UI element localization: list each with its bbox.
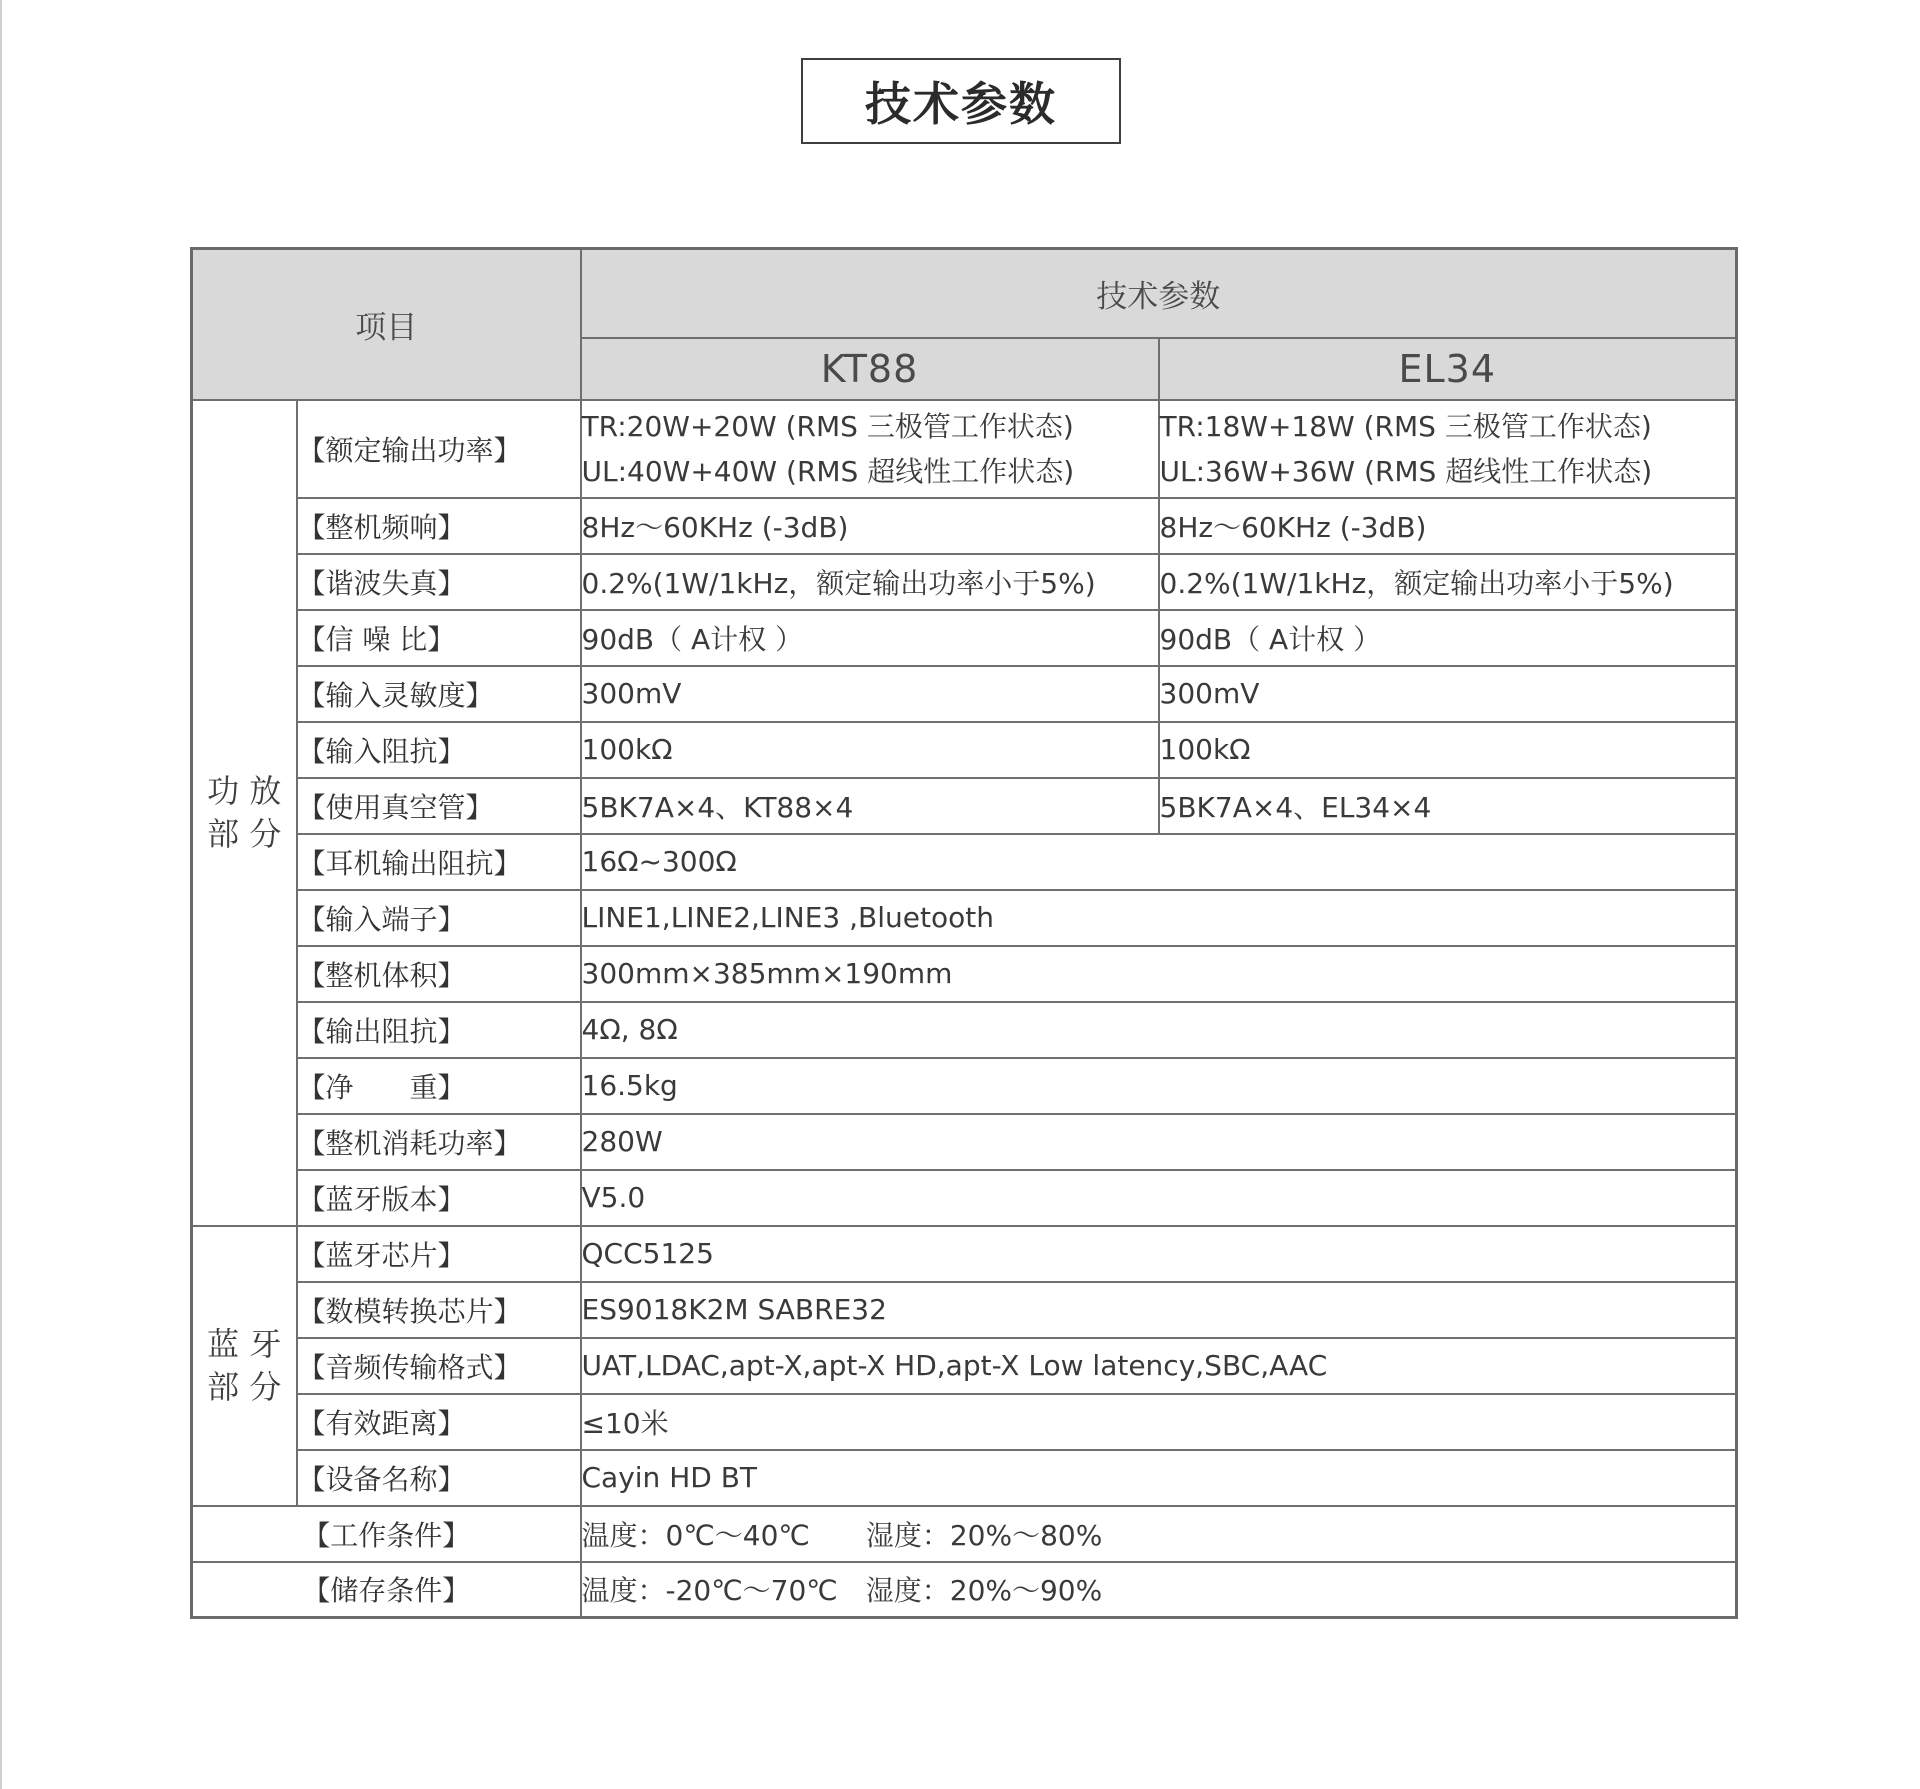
table-row <box>192 1002 1737 1058</box>
row-label: 【输入阻抗】 <box>297 722 581 778</box>
value-cell: 温度：-20℃～70℃ 湿度：20%～90% <box>581 1562 1737 1618</box>
row-label: 【谐波失真】 <box>297 554 581 610</box>
header-spec: 技术参数 <box>581 249 1737 338</box>
value-cell: 90dB（ A计权 ） <box>581 610 1159 666</box>
value-cell <box>1159 400 1737 498</box>
header-model-el34: EL34 <box>1159 338 1737 400</box>
section-label: 部 分 <box>207 814 282 853</box>
table-row <box>192 666 1737 722</box>
value-cell: UAT,LDAC,apt-X,apt-X HD,apt-X Low latency,SBC,AAC <box>581 1338 1737 1394</box>
value-cell: 300mm×385mm×190mm <box>581 946 1737 1002</box>
row-label: 【输出阻抗】 <box>297 1002 581 1058</box>
section-label: 部 分 <box>207 1367 282 1406</box>
value-cell: 280W <box>581 1114 1737 1170</box>
row-label: 【使用真空管】 <box>297 778 581 834</box>
value-cell: 温度：0℃～40℃ 湿度：20%～80% <box>581 1506 1737 1562</box>
section-label: 蓝 牙 <box>207 1324 282 1363</box>
row-label: 【设备名称】 <box>297 1450 581 1506</box>
value-cell: ES9018K2M SABRE32 <box>581 1282 1737 1338</box>
row-label: 【数模转换芯片】 <box>297 1282 581 1338</box>
row-label: 【蓝牙芯片】 <box>297 1226 581 1282</box>
row-label: 【整机频响】 <box>297 498 581 554</box>
spec-table <box>190 247 1738 1619</box>
value-cell: 300mV <box>581 666 1159 722</box>
value-cell: 5BK7A×4、KT88×4 <box>581 778 1159 834</box>
table-row <box>192 1450 1737 1506</box>
value-cell: 8Hz～60KHz (-3dB) <box>1159 498 1737 554</box>
table-row <box>192 1338 1737 1394</box>
value-cell: ≤10米 <box>581 1394 1737 1450</box>
value-line: TR:20W+20W (RMS 三极管工作状态) <box>581 409 1074 443</box>
value-cell: V5.0 <box>581 1170 1737 1226</box>
table-row <box>192 1170 1737 1226</box>
row-label: 【储存条件】 <box>192 1562 581 1618</box>
row-label: 【输入灵敏度】 <box>297 666 581 722</box>
row-label: 【输入端子】 <box>297 890 581 946</box>
value-cell: 8Hz～60KHz (-3dB) <box>581 498 1159 554</box>
section-bluetooth <box>192 1226 297 1506</box>
row-label: 【整机消耗功率】 <box>297 1114 581 1170</box>
row-label: 【整机体积】 <box>297 946 581 1002</box>
table-row <box>192 610 1737 666</box>
header-model-kt88: KT88 <box>581 338 1159 400</box>
value-cell: 0.2%(1W/1kHz，额定输出功率小于5%) <box>1159 554 1737 610</box>
row-label: 【有效距离】 <box>297 1394 581 1450</box>
value-cell: 100kΩ <box>581 722 1159 778</box>
row-label: 【信 噪 比】 <box>297 610 581 666</box>
table-row <box>192 778 1737 834</box>
value-cell: 300mV <box>1159 666 1737 722</box>
table-row <box>192 498 1737 554</box>
value-cell: 0.2%(1W/1kHz，额定输出功率小于5%) <box>581 554 1159 610</box>
row-label: 【蓝牙版本】 <box>297 1170 581 1226</box>
value-cell: 5BK7A×4、EL34×4 <box>1159 778 1737 834</box>
table-row <box>192 1226 1737 1282</box>
row-label: 【耳机输出阻抗】 <box>297 834 581 890</box>
table-row <box>192 554 1737 610</box>
value-cell: 4Ω, 8Ω <box>581 1002 1737 1058</box>
table-row <box>192 890 1737 946</box>
value-cell: QCC5125 <box>581 1226 1737 1282</box>
value-cell: LINE1,LINE2,LINE3 ,Bluetooth <box>581 890 1737 946</box>
table-row <box>192 946 1737 1002</box>
table-row <box>192 722 1737 778</box>
section-label: 功 放 <box>207 771 282 810</box>
row-label: 【音频传输格式】 <box>297 1338 581 1394</box>
value-line: UL:40W+40W (RMS 超线性工作状态) <box>581 454 1075 488</box>
table-row <box>192 834 1737 890</box>
table-row <box>192 1394 1737 1450</box>
header-item: 项目 <box>192 249 581 400</box>
table-row <box>192 400 1737 498</box>
row-label: 【额定输出功率】 <box>297 400 581 498</box>
section-amp <box>192 400 297 1226</box>
value-cell: Cayin HD BT <box>581 1450 1737 1506</box>
table-row <box>192 1506 1737 1562</box>
value-cell: 16Ω~300Ω <box>581 834 1737 890</box>
table-row <box>192 1562 1737 1618</box>
value-line: TR:18W+18W (RMS 三极管工作状态) <box>1159 409 1652 443</box>
value-cell: 16.5kg <box>581 1058 1737 1114</box>
value-line: UL:36W+36W (RMS 超线性工作状态) <box>1159 454 1653 488</box>
row-label: 【工作条件】 <box>192 1506 581 1562</box>
value-cell: 90dB（ A计权 ） <box>1159 610 1737 666</box>
page-title: 技术参数 <box>801 58 1121 144</box>
table-row <box>192 1282 1737 1338</box>
value-cell: 100kΩ <box>1159 722 1737 778</box>
table-row <box>192 1114 1737 1170</box>
table-row <box>192 1058 1737 1114</box>
value-cell <box>581 400 1159 498</box>
row-label: 【净 重】 <box>297 1058 581 1114</box>
